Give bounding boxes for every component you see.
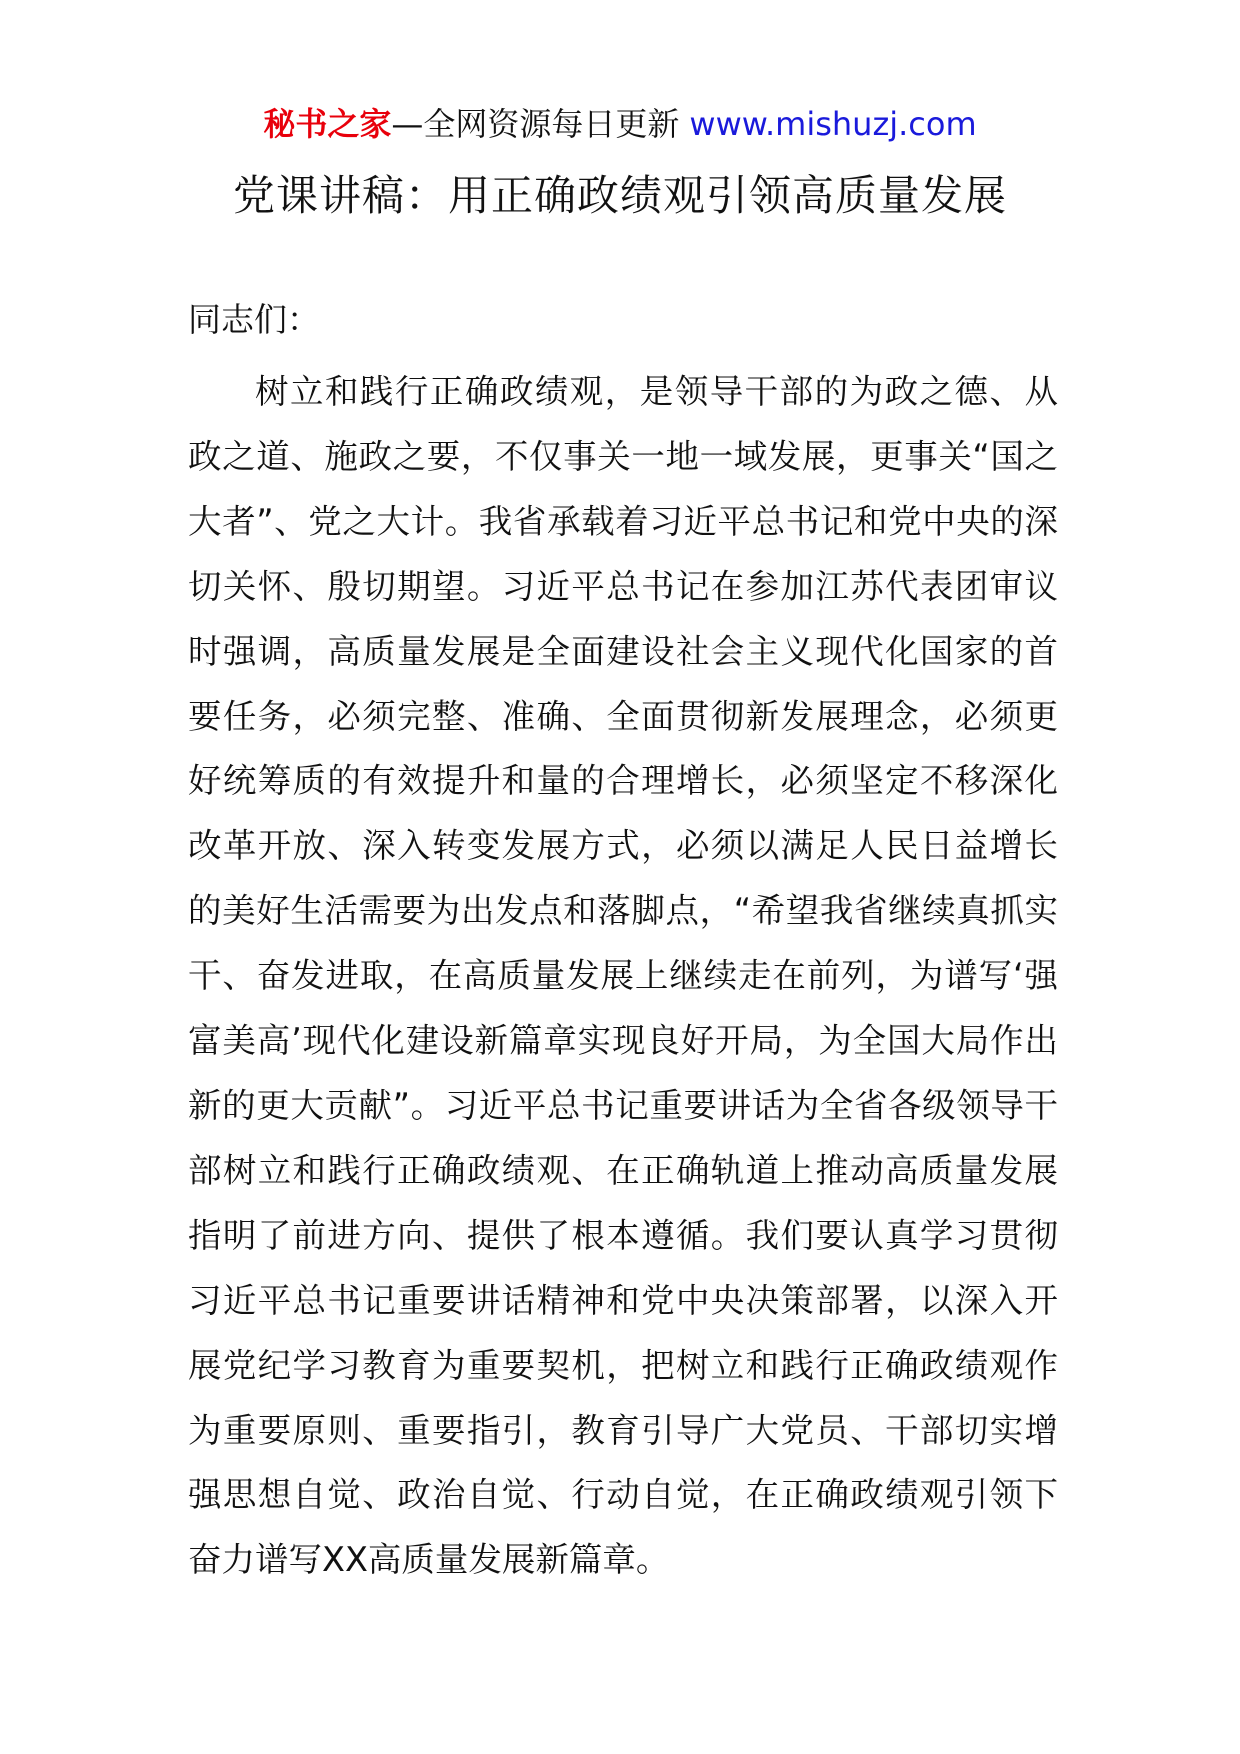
document-title: 党课讲稿：用正确政绩观引领高质量发展 — [232, 171, 1007, 220]
site-banner — [0, 102, 1240, 146]
site-tagline: 全网资源每日更新 — [423, 105, 680, 143]
salutation: 同志们： — [188, 300, 320, 339]
site-brand: 秘书之家 — [263, 105, 392, 143]
banner-dash: — — [391, 105, 424, 143]
body-paragraph: 树立和践行正确政绩观，是领导干部的为政之德、从政之道、施政之要，不仅事关一地一域发展，更事关“国之大者”、党之大计。我省承载着习近平总书记和党中央的深切关怀、殷切期望。习近平总书记在参加江苏代表团审议时强调，高质量发展是全面建设社会主义现代化国家的首要任务，必须完整、准确、全面贯彻新发展理念，必须更好统筹质的有效提升和量的合理增长，必须坚定不移深化改革开放、深入转变发展方式，必须以满足人民日益增长的美好生活需要为出发点和落脚点，“希望我省继续真抓实干、奋发进取，在高质量发展上继续走在前列，为谱写‘强富美高’现代化建设新篇章实现良好开局，为全国大局作出新的更大贡献”。习近平总书记重要讲话为全省各级领导干部树立和践行正确政绩观、在正确轨道上推动高质量发展指明了前进方向、提供了根本遵循。我们要认真学习贯彻习近平总书记重要讲话精神和党中央决策部署，以深入开展党纪学习教育为重要契机，把树立和践行正确政绩观作为重要原则、重要指引，教育引导广大党员、干部切实增强思想自觉、政治自觉、行动自觉，在正确政绩观引领下奋力谱写XX高质量发展新篇章。 — [188, 372, 1058, 1580]
site-url-link[interactable]: www.mishuzj.com — [689, 105, 977, 143]
